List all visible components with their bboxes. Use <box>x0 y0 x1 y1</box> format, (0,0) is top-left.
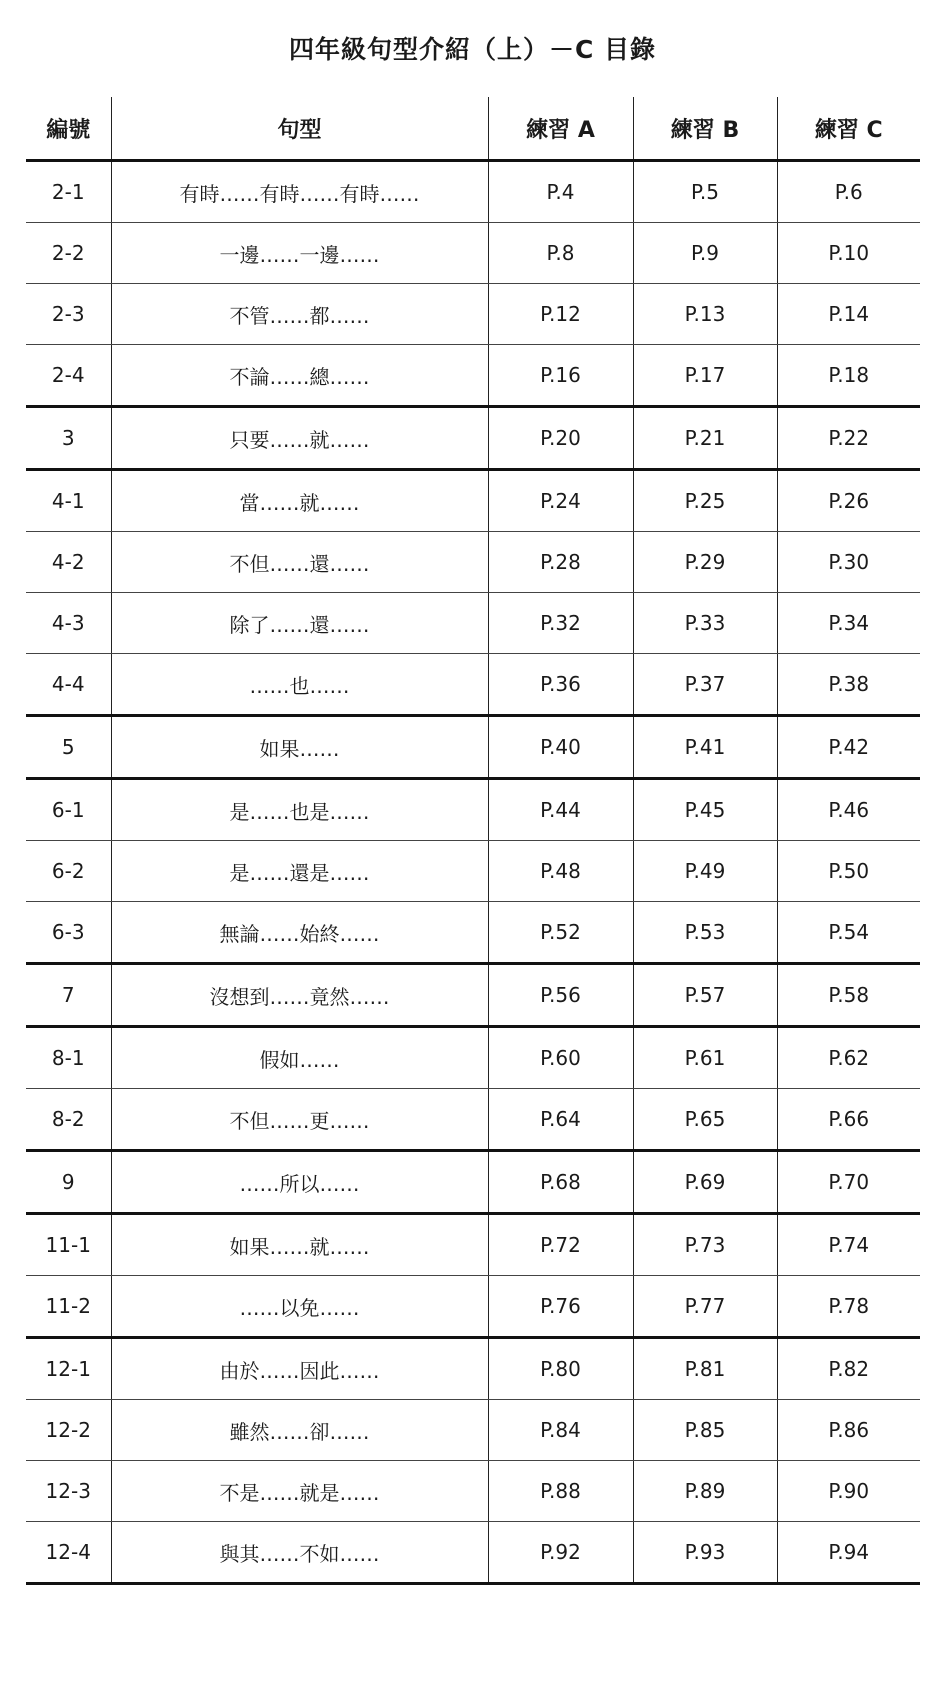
cell-id: 12-1 <box>26 1338 111 1400</box>
cell-id: 2-1 <box>26 161 111 223</box>
cell-exercise-c: P.62 <box>777 1027 920 1089</box>
cell-pattern: 假如…… <box>111 1027 488 1089</box>
cell-exercise-a: P.80 <box>488 1338 633 1400</box>
table-row <box>26 841 920 902</box>
header-pattern: 句型 <box>111 97 488 161</box>
cell-exercise-b: P.17 <box>633 345 777 407</box>
cell-exercise-c: P.38 <box>777 654 920 716</box>
cell-exercise-a: P.20 <box>488 407 633 470</box>
cell-pattern: 是……還是…… <box>111 841 488 902</box>
cell-pattern: 當……就…… <box>111 470 488 532</box>
cell-exercise-c: P.22 <box>777 407 920 470</box>
cell-exercise-b: P.77 <box>633 1276 777 1338</box>
cell-exercise-b: P.53 <box>633 902 777 964</box>
cell-exercise-a: P.56 <box>488 964 633 1027</box>
cell-exercise-a: P.64 <box>488 1089 633 1151</box>
header-row <box>26 97 920 161</box>
table-row <box>26 1027 920 1089</box>
cell-exercise-a: P.52 <box>488 902 633 964</box>
cell-exercise-c: P.54 <box>777 902 920 964</box>
toc-table <box>26 97 920 1585</box>
cell-exercise-a: P.28 <box>488 532 633 593</box>
cell-exercise-b: P.9 <box>633 223 777 284</box>
cell-id: 11-2 <box>26 1276 111 1338</box>
cell-pattern: 無論……始終…… <box>111 902 488 964</box>
cell-exercise-a: P.72 <box>488 1214 633 1276</box>
cell-exercise-b: P.33 <box>633 593 777 654</box>
cell-exercise-b: P.5 <box>633 161 777 223</box>
table-row <box>26 1522 920 1584</box>
cell-pattern: 不管……都…… <box>111 284 488 345</box>
cell-id: 7 <box>26 964 111 1027</box>
cell-id: 3 <box>26 407 111 470</box>
cell-exercise-c: P.70 <box>777 1151 920 1214</box>
cell-exercise-a: P.36 <box>488 654 633 716</box>
cell-exercise-a: P.92 <box>488 1522 633 1584</box>
cell-id: 2-2 <box>26 223 111 284</box>
table-row <box>26 779 920 841</box>
cell-pattern: 由於……因此…… <box>111 1338 488 1400</box>
cell-exercise-a: P.24 <box>488 470 633 532</box>
cell-exercise-b: P.41 <box>633 716 777 779</box>
table-row <box>26 593 920 654</box>
cell-exercise-c: P.46 <box>777 779 920 841</box>
cell-exercise-c: P.18 <box>777 345 920 407</box>
table-row <box>26 1461 920 1522</box>
cell-exercise-b: P.61 <box>633 1027 777 1089</box>
table-row <box>26 1400 920 1461</box>
cell-exercise-c: P.30 <box>777 532 920 593</box>
cell-exercise-a: P.76 <box>488 1276 633 1338</box>
cell-exercise-b: P.89 <box>633 1461 777 1522</box>
cell-exercise-a: P.88 <box>488 1461 633 1522</box>
table-row <box>26 1276 920 1338</box>
cell-pattern: 只要……就…… <box>111 407 488 470</box>
cell-exercise-c: P.26 <box>777 470 920 532</box>
cell-id: 11-1 <box>26 1214 111 1276</box>
cell-exercise-c: P.74 <box>777 1214 920 1276</box>
table-row <box>26 654 920 716</box>
cell-exercise-c: P.42 <box>777 716 920 779</box>
cell-pattern: 不論……總…… <box>111 345 488 407</box>
cell-exercise-a: P.4 <box>488 161 633 223</box>
table-row <box>26 532 920 593</box>
cell-id: 6-3 <box>26 902 111 964</box>
cell-exercise-a: P.48 <box>488 841 633 902</box>
cell-exercise-c: P.86 <box>777 1400 920 1461</box>
cell-exercise-c: P.58 <box>777 964 920 1027</box>
cell-id: 6-1 <box>26 779 111 841</box>
table-row <box>26 345 920 407</box>
cell-exercise-c: P.94 <box>777 1522 920 1584</box>
cell-exercise-a: P.44 <box>488 779 633 841</box>
page-title: 四年級句型介紹（上）－C 目錄 <box>288 35 657 64</box>
header-id: 編號 <box>26 97 111 161</box>
cell-exercise-b: P.85 <box>633 1400 777 1461</box>
cell-pattern: ……也…… <box>111 654 488 716</box>
cell-pattern: 雖然……卻…… <box>111 1400 488 1461</box>
cell-id: 12-2 <box>26 1400 111 1461</box>
cell-exercise-a: P.84 <box>488 1400 633 1461</box>
cell-id: 4-2 <box>26 532 111 593</box>
table-row <box>26 1214 920 1276</box>
cell-exercise-b: P.81 <box>633 1338 777 1400</box>
cell-id: 12-3 <box>26 1461 111 1522</box>
cell-exercise-b: P.37 <box>633 654 777 716</box>
cell-pattern: 有時……有時……有時…… <box>111 161 488 223</box>
cell-exercise-a: P.12 <box>488 284 633 345</box>
cell-exercise-b: P.21 <box>633 407 777 470</box>
cell-exercise-b: P.73 <box>633 1214 777 1276</box>
cell-exercise-b: P.13 <box>633 284 777 345</box>
cell-exercise-b: P.29 <box>633 532 777 593</box>
cell-exercise-c: P.66 <box>777 1089 920 1151</box>
cell-id: 8-2 <box>26 1089 111 1151</box>
cell-exercise-c: P.6 <box>777 161 920 223</box>
cell-exercise-c: P.34 <box>777 593 920 654</box>
cell-exercise-b: P.45 <box>633 779 777 841</box>
cell-id: 9 <box>26 1151 111 1214</box>
cell-id: 12-4 <box>26 1522 111 1584</box>
cell-pattern: 不但……還…… <box>111 532 488 593</box>
table-row <box>26 407 920 470</box>
table-row <box>26 223 920 284</box>
cell-id: 2-3 <box>26 284 111 345</box>
cell-pattern: 不但……更…… <box>111 1089 488 1151</box>
cell-pattern: 除了……還…… <box>111 593 488 654</box>
cell-pattern: 不是……就是…… <box>111 1461 488 1522</box>
cell-exercise-b: P.65 <box>633 1089 777 1151</box>
cell-exercise-b: P.69 <box>633 1151 777 1214</box>
table-row <box>26 1151 920 1214</box>
cell-exercise-b: P.25 <box>633 470 777 532</box>
cell-exercise-a: P.60 <box>488 1027 633 1089</box>
cell-id: 2-4 <box>26 345 111 407</box>
cell-exercise-b: P.49 <box>633 841 777 902</box>
cell-id: 4-4 <box>26 654 111 716</box>
cell-id: 8-1 <box>26 1027 111 1089</box>
cell-exercise-a: P.16 <box>488 345 633 407</box>
cell-exercise-c: P.14 <box>777 284 920 345</box>
cell-exercise-a: P.32 <box>488 593 633 654</box>
toc-body <box>26 161 920 1584</box>
cell-pattern: 如果…… <box>111 716 488 779</box>
table-row <box>26 716 920 779</box>
table-row <box>26 1338 920 1400</box>
cell-exercise-c: P.50 <box>777 841 920 902</box>
cell-pattern: 與其……不如…… <box>111 1522 488 1584</box>
cell-exercise-c: P.78 <box>777 1276 920 1338</box>
cell-exercise-b: P.93 <box>633 1522 777 1584</box>
cell-pattern: 沒想到……竟然…… <box>111 964 488 1027</box>
header-exercise-c: 練習 C <box>777 97 920 161</box>
table-row <box>26 1089 920 1151</box>
cell-id: 4-1 <box>26 470 111 532</box>
cell-exercise-b: P.57 <box>633 964 777 1027</box>
table-row <box>26 284 920 345</box>
cell-id: 6-2 <box>26 841 111 902</box>
cell-pattern: 一邊……一邊…… <box>111 223 488 284</box>
table-row <box>26 470 920 532</box>
header-exercise-b: 練習 B <box>633 97 777 161</box>
table-row <box>26 161 920 223</box>
cell-pattern: 是……也是…… <box>111 779 488 841</box>
cell-exercise-c: P.82 <box>777 1338 920 1400</box>
cell-exercise-a: P.8 <box>488 223 633 284</box>
cell-exercise-a: P.68 <box>488 1151 633 1214</box>
table-row <box>26 964 920 1027</box>
cell-id: 4-3 <box>26 593 111 654</box>
cell-exercise-c: P.90 <box>777 1461 920 1522</box>
cell-exercise-c: P.10 <box>777 223 920 284</box>
cell-id: 5 <box>26 716 111 779</box>
header-exercise-a: 練習 A <box>488 97 633 161</box>
cell-pattern: ……以免…… <box>111 1276 488 1338</box>
cell-pattern: ……所以…… <box>111 1151 488 1214</box>
cell-pattern: 如果……就…… <box>111 1214 488 1276</box>
cell-exercise-a: P.40 <box>488 716 633 779</box>
table-row <box>26 902 920 964</box>
